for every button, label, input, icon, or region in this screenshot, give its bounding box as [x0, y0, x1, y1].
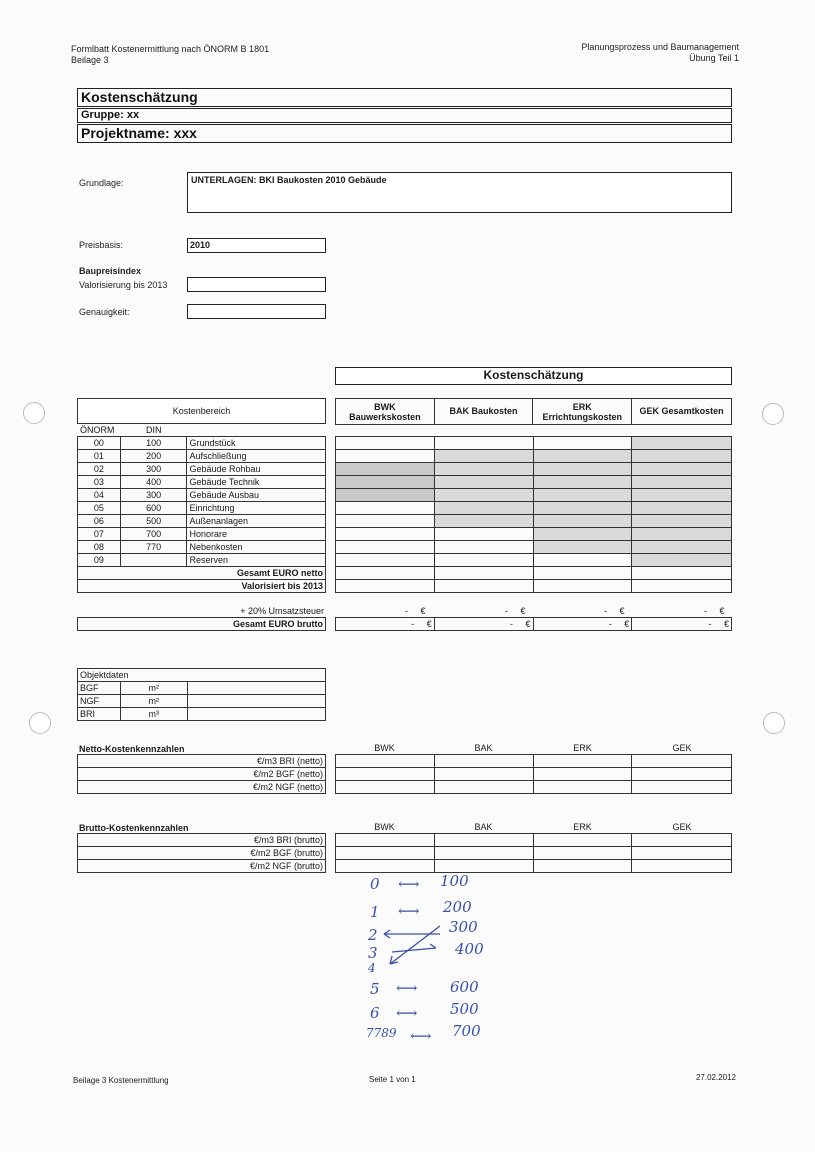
hw-arrow-5: ⟷	[396, 979, 418, 997]
col-header-bwk	[336, 399, 435, 425]
cell-erk[interactable]	[533, 489, 632, 502]
row-din: 500	[120, 515, 187, 528]
punch-hole-right-bottom	[763, 712, 785, 734]
hw-right-6: 500	[450, 1000, 479, 1018]
ust-erk	[604, 606, 625, 616]
table-row	[336, 476, 732, 489]
cell-erk[interactable]	[533, 437, 632, 450]
cell[interactable]	[434, 755, 533, 768]
cell-gek[interactable]	[632, 502, 732, 515]
brutto-kz-values	[335, 833, 732, 873]
table-row	[78, 708, 326, 721]
euro-sign: €	[420, 606, 426, 616]
cell[interactable]	[632, 834, 732, 847]
row-oenorm: 09	[78, 554, 121, 567]
cell-bak[interactable]	[434, 567, 533, 580]
dash: -	[604, 606, 607, 616]
netto-col-gek: GEK	[672, 743, 692, 753]
col-header-bak: BAK Baukosten	[434, 399, 533, 425]
euro-sign: €	[719, 606, 725, 616]
hw-right-3: 400	[455, 940, 484, 958]
row-din: 300	[120, 463, 187, 476]
row-oenorm: 08	[78, 541, 121, 554]
cost-section-title: Kostenschätzung	[335, 367, 732, 385]
col-header-bwk-abbr: BWK	[374, 401, 396, 412]
row-din: 200	[120, 450, 187, 463]
cell-erk[interactable]	[533, 580, 632, 593]
cell-erk[interactable]	[533, 476, 632, 489]
row-oenorm: 01	[78, 450, 121, 463]
hw-left-0: 0	[370, 875, 380, 893]
row-din: 700	[120, 528, 187, 541]
hw-arrow-7: ⟷	[410, 1027, 432, 1045]
cell-bwk[interactable]	[336, 567, 435, 580]
title-main: Kostenschätzung	[77, 88, 732, 107]
table-row	[78, 541, 326, 554]
table-row	[336, 463, 732, 476]
cell[interactable]	[632, 755, 732, 768]
cell-gek[interactable]	[632, 463, 732, 476]
row-name: Einrichtung	[187, 502, 326, 515]
footer-left: Beilage 3 Kostenermittlung	[73, 1076, 169, 1085]
euro-sign: €	[619, 606, 625, 616]
col-header-din: DIN	[146, 425, 162, 435]
cell-bak[interactable]	[434, 541, 533, 554]
valorisiert-label: Valorisiert bis 2013	[78, 580, 326, 593]
cell-bak[interactable]	[434, 554, 533, 567]
col-header-erk-full: Errichtungskosten	[542, 411, 622, 422]
cell[interactable]	[632, 847, 732, 860]
punch-hole-left-top	[23, 402, 45, 424]
cell-bwk[interactable]	[336, 502, 435, 515]
cell[interactable]	[336, 860, 435, 873]
objekt-unit: m³	[120, 708, 187, 721]
ust-label: + 20% Umsatzsteuer	[240, 606, 324, 616]
col-header-erk-abbr: ERK	[572, 401, 592, 412]
total-netto-row	[336, 567, 732, 580]
cell-bwk[interactable]	[336, 476, 435, 489]
cell-bak[interactable]	[434, 515, 533, 528]
col-header-bwk-full: Bauwerkskosten	[349, 411, 421, 422]
row-name: Reserven	[187, 554, 326, 567]
cell-bak[interactable]	[434, 437, 533, 450]
cell-bwk[interactable]	[336, 580, 435, 593]
table-row	[336, 860, 732, 873]
netto-values	[335, 754, 732, 794]
cell-erk[interactable]	[533, 515, 632, 528]
brutto-left	[77, 617, 326, 631]
cell-erk[interactable]	[533, 502, 632, 515]
brutto-col-bak: BAK	[474, 822, 493, 832]
table-row	[78, 489, 326, 502]
header-course: Planungsprozess und Baumanagement	[581, 42, 739, 52]
row-oenorm: 02	[78, 463, 121, 476]
row-oenorm: 03	[78, 476, 121, 489]
objekt-name: BGF	[78, 682, 121, 695]
brutto-gek[interactable]	[632, 618, 732, 631]
euro-sign: €	[520, 606, 526, 616]
cell[interactable]	[336, 847, 435, 860]
objektdaten-title: Objektdaten	[78, 669, 326, 682]
row-oenorm: 05	[78, 502, 121, 515]
cell-bwk[interactable]	[336, 528, 435, 541]
total-netto-label: Gesamt EURO netto	[78, 567, 326, 580]
cell-gek[interactable]	[632, 515, 732, 528]
cell-bak[interactable]	[434, 580, 533, 593]
preisbasis-field[interactable]: 2010	[187, 238, 326, 253]
kostenbereich-header-label: Kostenbereich	[172, 406, 231, 416]
punch-hole-left-bottom	[29, 712, 51, 734]
row-oenorm: 07	[78, 528, 121, 541]
header-attachment: Beilage 3	[71, 55, 109, 65]
header-exercise: Übung Teil 1	[689, 53, 739, 63]
cell[interactable]	[533, 847, 632, 860]
euro-sign: €	[723, 618, 729, 629]
table-row	[78, 463, 326, 476]
cell-gek[interactable]	[632, 450, 732, 463]
cell-bak[interactable]	[434, 450, 533, 463]
cell-bwk[interactable]	[336, 437, 435, 450]
objekt-value[interactable]	[187, 695, 325, 708]
cell-bwk[interactable]	[336, 541, 435, 554]
cost-values-grid	[335, 436, 732, 593]
footer-center: Seite 1 von 1	[369, 1075, 416, 1084]
brutto-row-label: €/m3 BRI (brutto)	[78, 834, 326, 847]
kostenbereich-header	[77, 398, 326, 424]
valorisiert-row	[336, 580, 732, 593]
objekt-unit: m²	[120, 682, 187, 695]
preisbasis-label: Preisbasis:	[79, 240, 124, 250]
hw-left-6: 6	[370, 1004, 380, 1022]
cell[interactable]	[434, 860, 533, 873]
cell-gek[interactable]	[632, 437, 732, 450]
cell[interactable]	[336, 755, 435, 768]
cell[interactable]	[533, 781, 632, 794]
table-row	[78, 695, 326, 708]
table-row	[78, 476, 326, 489]
cell-bak[interactable]	[434, 502, 533, 515]
ust-values	[335, 606, 732, 617]
hw-right-7: 700	[452, 1022, 481, 1040]
grundlage-label: Grundlage:	[79, 178, 124, 188]
cell-erk[interactable]	[533, 450, 632, 463]
euro-sign: €	[624, 618, 630, 629]
cell-erk[interactable]	[533, 554, 632, 567]
row-din: 600	[120, 502, 187, 515]
cell[interactable]	[632, 860, 732, 873]
row-oenorm: 06	[78, 515, 121, 528]
hw-arrow-6: ⟷	[396, 1004, 418, 1022]
table-row	[336, 768, 732, 781]
hw-right-5: 600	[450, 978, 479, 996]
table-row	[336, 781, 732, 794]
ust-bak	[505, 606, 526, 616]
row-din	[120, 554, 187, 567]
cell-bwk[interactable]	[336, 463, 435, 476]
table-row	[78, 437, 326, 450]
objekt-value[interactable]	[187, 682, 325, 695]
ust-gek	[704, 606, 725, 616]
netto-row-label: €/m2 NGF (netto)	[78, 781, 326, 794]
objektdaten-table	[77, 668, 326, 721]
dash: -	[708, 618, 712, 629]
header-form-title: Formlbatt Kostenermittlung nach ÖNORM B 1801	[71, 44, 270, 54]
cell-gek[interactable]	[632, 541, 732, 554]
hw-left-2: 2	[368, 926, 378, 944]
table-row	[336, 450, 732, 463]
brutto-row-label: €/m2 BGF (brutto)	[78, 847, 326, 860]
cell-bwk[interactable]	[336, 489, 435, 502]
brutto-bak[interactable]	[434, 618, 533, 631]
table-row	[336, 554, 732, 567]
table-row	[336, 834, 732, 847]
table-row	[336, 437, 732, 450]
row-oenorm: 00	[78, 437, 121, 450]
netto-row-label: €/m2 BGF (netto)	[78, 768, 326, 781]
netto-row-label: €/m3 BRI (netto)	[78, 755, 326, 768]
cell[interactable]	[336, 781, 435, 794]
punch-hole-right-top	[762, 403, 784, 425]
dash: -	[405, 606, 408, 616]
row-name: Grundstück	[187, 437, 326, 450]
cell-erk[interactable]	[533, 463, 632, 476]
cell-bak[interactable]	[434, 476, 533, 489]
cell[interactable]	[533, 834, 632, 847]
brutto-col-gek: GEK	[672, 822, 692, 832]
euro-sign: €	[525, 618, 531, 629]
hw-cross-arrows	[380, 922, 450, 970]
brutto-col-erk: ERK	[573, 822, 592, 832]
cell-bwk[interactable]	[336, 450, 435, 463]
cell-gek[interactable]	[632, 580, 732, 593]
footer-right: 27.02.2012	[695, 1073, 736, 1082]
hw-arrow-0: ⟷	[398, 875, 420, 893]
row-din: 100	[120, 437, 187, 450]
valorisierung-field[interactable]	[187, 277, 326, 292]
table-row	[336, 502, 732, 515]
cell[interactable]	[434, 781, 533, 794]
header-right	[581, 42, 739, 64]
cell-bwk[interactable]	[336, 515, 435, 528]
hw-left-5: 5	[370, 980, 380, 998]
dash: -	[704, 606, 707, 616]
row-name: Außenanlagen	[187, 515, 326, 528]
title-group: Gruppe: xx	[77, 108, 732, 123]
hw-right-0: 100	[440, 872, 469, 890]
brutto-kz-labels	[77, 833, 326, 873]
objekt-name: BRI	[78, 708, 121, 721]
cell-bwk[interactable]	[336, 554, 435, 567]
valorisiert-row	[78, 580, 326, 593]
cell[interactable]	[533, 755, 632, 768]
dash: -	[509, 618, 513, 629]
cell-erk[interactable]	[533, 567, 632, 580]
table-row	[78, 515, 326, 528]
row-name: Gebäude Technik	[187, 476, 326, 489]
hw-right-1: 200	[443, 898, 472, 916]
netto-kennzahlen-title: Netto-Kostenkennzahlen	[79, 744, 185, 754]
table-row	[336, 515, 732, 528]
hw-left-7: 7789	[366, 1026, 397, 1040]
valorisierung-label: Valorisierung bis 2013	[79, 280, 168, 290]
grundlage-field[interactable]: UNTERLAGEN: BKI Baukosten 2010 Gebäude	[187, 172, 732, 213]
col-header-gek: GEK Gesamtkosten	[632, 399, 732, 425]
row-din: 400	[120, 476, 187, 489]
dash: -	[505, 606, 508, 616]
table-row	[78, 554, 326, 567]
row-oenorm: 04	[78, 489, 121, 502]
cell-gek[interactable]	[632, 489, 732, 502]
objekt-unit: m²	[120, 695, 187, 708]
cell[interactable]	[434, 768, 533, 781]
cell-erk[interactable]	[533, 541, 632, 554]
row-name: Gebäude Ausbau	[187, 489, 326, 502]
brutto-col-bwk: BWK	[374, 822, 395, 832]
header-left	[71, 44, 269, 66]
col-header-oenorm: ÖNORM	[80, 425, 115, 435]
cell-gek[interactable]	[632, 554, 732, 567]
row-din: 300	[120, 489, 187, 502]
brutto-bwk[interactable]	[336, 618, 435, 631]
brutto-label: Gesamt EURO brutto	[78, 618, 326, 631]
cost-rows-left	[77, 436, 326, 593]
table-row	[336, 528, 732, 541]
dash: -	[608, 618, 612, 629]
cell-bak[interactable]	[434, 528, 533, 541]
hw-arrow-1: ⟷	[398, 902, 420, 920]
cell[interactable]	[434, 847, 533, 860]
baupreisindex-label: Baupreisindex	[79, 266, 142, 276]
row-name: Gebäude Rohbau	[187, 463, 326, 476]
table-row	[336, 489, 732, 502]
cell-bak[interactable]	[434, 489, 533, 502]
netto-labels	[77, 754, 326, 794]
row-name: Aufschließung	[187, 450, 326, 463]
cell-gek[interactable]	[632, 567, 732, 580]
cost-column-headers	[335, 398, 732, 425]
brutto-erk[interactable]	[533, 618, 632, 631]
hw-right-2: 300	[449, 918, 478, 936]
netto-col-erk: ERK	[573, 743, 592, 753]
title-project: Projektname: xxx	[77, 124, 732, 143]
row-name: Nebenkosten	[187, 541, 326, 554]
brutto-kennzahlen-title: Brutto-Kostenkennzahlen	[79, 823, 189, 833]
col-header-erk	[533, 399, 632, 425]
euro-sign: €	[426, 618, 432, 629]
table-row	[78, 502, 326, 515]
cell[interactable]	[336, 768, 435, 781]
table-row	[336, 755, 732, 768]
total-netto-row	[78, 567, 326, 580]
brutto-row-label: €/m2 NGF (brutto)	[78, 860, 326, 873]
genauigkeit-label: Genauigkeit:	[79, 307, 130, 317]
cell[interactable]	[336, 834, 435, 847]
table-row	[78, 450, 326, 463]
hw-left-4: 4	[368, 961, 376, 975]
objekt-name: NGF	[78, 695, 121, 708]
cell[interactable]	[632, 768, 732, 781]
cell[interactable]	[533, 860, 632, 873]
table-row	[78, 682, 326, 695]
netto-col-bwk: BWK	[374, 743, 395, 753]
hw-left-1: 1	[370, 903, 380, 921]
cell[interactable]	[632, 781, 732, 794]
hw-left-3: 3	[368, 944, 378, 962]
cell-bak[interactable]	[434, 463, 533, 476]
table-row	[336, 847, 732, 860]
cell-gek[interactable]	[632, 476, 732, 489]
table-row	[336, 541, 732, 554]
ust-bwk	[405, 606, 426, 616]
brutto-values	[335, 617, 732, 631]
table-row	[78, 528, 326, 541]
genauigkeit-field[interactable]	[187, 304, 326, 319]
netto-col-bak: BAK	[474, 743, 493, 753]
dash: -	[411, 618, 415, 629]
row-din: 770	[120, 541, 187, 554]
objekt-value[interactable]	[187, 708, 325, 721]
cell[interactable]	[533, 768, 632, 781]
cell-gek[interactable]	[632, 528, 732, 541]
cell-erk[interactable]	[533, 528, 632, 541]
row-name: Honorare	[187, 528, 326, 541]
cell[interactable]	[434, 834, 533, 847]
